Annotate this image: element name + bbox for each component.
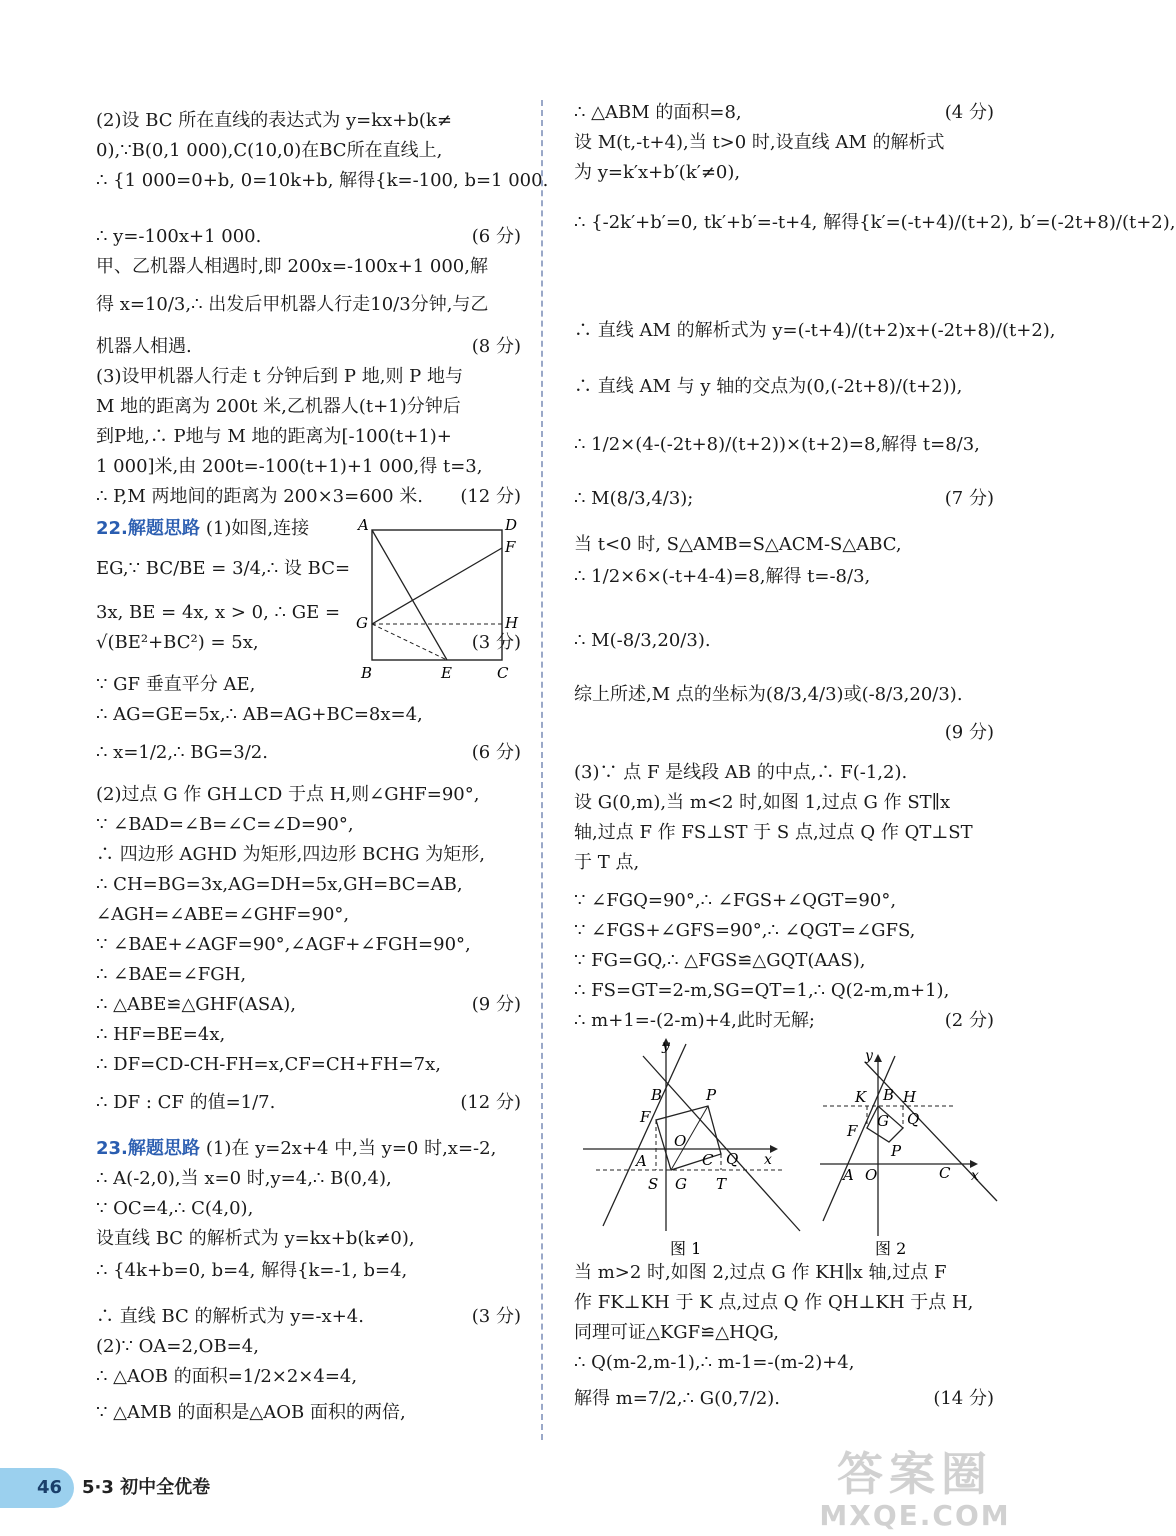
line-text: ∵ △AMB 的面积是△AOB 面积的两倍, xyxy=(96,1402,406,1423)
fig2-label-o: O xyxy=(865,1166,878,1184)
line-text: 当 m>2 时,如图 2,过点 G 作 KH∥x 轴,过点 F xyxy=(574,1262,947,1283)
line-text: EG,∵ BC/BE = 3/4,∴ 设 BC= xyxy=(96,558,351,579)
figure-22 xyxy=(355,516,525,684)
left-column-line xyxy=(96,630,259,656)
line-text: (3)设甲机器人行走 t 分钟后到 P 地,则 P 地与 xyxy=(96,366,464,387)
fig1-label-x: x xyxy=(764,1152,772,1168)
watermark-line-2: MXQE.COM xyxy=(819,1499,1011,1532)
line-text: 同理可证△KGF≌△HQG, xyxy=(574,1322,779,1343)
line-text: √(BE²+BC²) = 5x, xyxy=(96,632,259,653)
left-column-line xyxy=(96,1166,392,1192)
fig22-label-d: D xyxy=(505,516,518,534)
score-note: (9 分) xyxy=(471,994,521,1015)
left-column-line xyxy=(96,424,452,450)
right-column-line xyxy=(574,888,896,914)
left-column-line xyxy=(96,600,340,626)
fig2-label-f: F xyxy=(847,1122,858,1140)
watermark-line-1: 答案圈 xyxy=(837,1447,993,1501)
line-text: ∴ CH=BG=3x,AG=DH=5x,GH=BC=AB, xyxy=(96,874,463,895)
right-column-line xyxy=(574,948,865,974)
solution-tag: 解题思路 xyxy=(127,1138,200,1159)
line-text: 机器人相遇. xyxy=(96,336,192,357)
page-footer xyxy=(0,1468,420,1508)
left-column-line xyxy=(96,516,309,542)
line-text: ∵ ∠BAD=∠B=∠C=∠D=90°, xyxy=(96,814,354,835)
right-column-line xyxy=(574,564,870,590)
line-text: ∵ ∠FGQ=90°,∴ ∠FGS+∠QGT=90°, xyxy=(574,890,897,911)
left-column-line xyxy=(96,394,461,420)
right-column-line xyxy=(574,682,963,708)
left-column-line xyxy=(96,702,423,728)
right-column-line xyxy=(574,374,962,400)
line-text: (3)∵ 点 F 是线段 AB 的中点,∴ F(-1,2). xyxy=(574,762,908,783)
fig22-label-a: A xyxy=(358,516,369,534)
right-column-line xyxy=(574,1350,854,1376)
score-note: (4 分) xyxy=(944,102,994,123)
line-text: 作 FK⊥KH 于 K 点,过点 Q 作 QH⊥KH 于点 H, xyxy=(574,1292,974,1313)
left-column-line xyxy=(96,1334,259,1360)
left-column-line xyxy=(96,962,246,988)
line-text: 解得 m=7/2,∴ G(0,7/2). xyxy=(574,1388,781,1409)
right-column-line xyxy=(574,820,973,846)
right-column-line xyxy=(574,1008,815,1034)
line-text: ∴ 直线 AM 与 y 轴的交点为(0,(-2t+8)/(t+2)), xyxy=(574,376,963,397)
score-note: (9 分) xyxy=(944,722,994,743)
left-column-line xyxy=(96,1196,253,1222)
line-text: 综上所述,M 点的坐标为(8/3,4/3)或(-8/3,20/3). xyxy=(574,684,963,705)
fig22-label-b: B xyxy=(361,664,373,682)
fig1-label-y: y xyxy=(662,1038,670,1054)
line-text: 到P地,∴ P地与 M 地的距离为[-100(t+1)+ xyxy=(96,426,452,447)
left-column-line xyxy=(96,1226,415,1252)
square-abcd xyxy=(372,530,502,660)
left-column-line xyxy=(96,902,349,928)
problem-number: 22. xyxy=(96,518,128,539)
problem-number: 23. xyxy=(96,1138,128,1159)
line-text: 为 y=k′x+b′(k′≠0), xyxy=(574,162,741,183)
fig2-label-g: G xyxy=(877,1112,889,1130)
fig1-label-c: C xyxy=(702,1151,714,1169)
line-text: ∵ GF 垂直平分 AE, xyxy=(96,674,256,695)
line-text: ∵ OC=4,∴ C(4,0), xyxy=(96,1198,254,1219)
fig22-label-h: H xyxy=(505,614,519,632)
left-column-line xyxy=(96,812,354,838)
line-text: (2)过点 G 作 GH⊥CD 于点 H,则∠GHF=90°, xyxy=(96,784,480,805)
line-text: 0),∵B(0,1 000),C(10,0)在BC所在直线上, xyxy=(96,140,443,161)
right-column-line xyxy=(574,160,740,186)
line-text: 设 G(0,m),当 m<2 时,如图 1,过点 G 作 ST∥x xyxy=(574,792,951,813)
left-column-line xyxy=(96,454,482,480)
line-text: ∴ P,M 两地间的距离为 200×3=600 米. xyxy=(96,486,424,507)
line-text: ∴ AG=GE=5x,∴ AB=AG+BC=8x=4, xyxy=(96,704,423,725)
line-text: 甲、乙机器人相遇时,即 200x=-100x+1 000,解 xyxy=(96,256,488,277)
column-divider xyxy=(541,100,543,1440)
figure-1-diagram xyxy=(578,1036,793,1266)
left-column-line xyxy=(96,364,463,390)
line-text: 设 M(t,-t+4),当 t>0 时,设直线 AM 的解析式 xyxy=(574,132,945,153)
right-column-line xyxy=(574,978,949,1004)
line-text: ∴ 1/2×(4-(-2t+8)/(t+2))×(t+2)=8,解得 t=8/3, xyxy=(574,434,980,455)
line-text: ∴ M(-8/3,20/3). xyxy=(574,630,711,651)
line-text: ∴ △AOB 的面积=1/2×2×4=4, xyxy=(96,1366,358,1387)
right-column-line xyxy=(574,532,902,558)
fig2-label-x: x xyxy=(971,1168,979,1184)
line-text: ∴ {1 000=0+b, 0=10k+b, 解得{k=-100, b=1 000. xyxy=(96,170,549,191)
fig2-x-arrow xyxy=(970,1160,978,1168)
fig22-label-g: G xyxy=(356,614,368,632)
left-column-line xyxy=(96,1090,275,1116)
line-text: (1)在 y=2x+4 中,当 y=0 时,x=-2, xyxy=(205,1138,497,1159)
score-note: (8 分) xyxy=(471,336,521,357)
right-column-line xyxy=(574,432,980,458)
line-text: ∴ △ABM 的面积=8, xyxy=(574,102,742,123)
left-column-line xyxy=(96,842,485,868)
right-column-line xyxy=(574,1386,780,1412)
line-text: ∴ 直线 AM 的解析式为 y=(-t+4)/(t+2)x+(-2t+8)/(t+2), xyxy=(574,320,1056,341)
line-text: ∴ m+1=-(2-m)+4,此时无解; xyxy=(574,1010,815,1031)
left-column-line xyxy=(96,992,296,1018)
fig2-label-a: A xyxy=(843,1166,854,1184)
score-note: (14 分) xyxy=(933,1388,994,1409)
segment-gf xyxy=(372,548,502,624)
line-text: ∴ M(8/3,4/3); xyxy=(574,488,694,509)
fig22-label-c: C xyxy=(497,664,509,682)
left-column-line xyxy=(96,1022,225,1048)
line-text: 轴,过点 F 作 FS⊥ST 于 S 点,过点 Q 作 QT⊥ST xyxy=(574,822,973,843)
line-text: ∵ FG=GQ,∴ △FGS≌△GQT(AAS), xyxy=(574,950,866,971)
line-text: 3x, BE = 4x, x > 0, ∴ GE = xyxy=(96,602,341,623)
figure-2 xyxy=(815,1046,995,1266)
line-text: 于 T 点, xyxy=(574,852,640,873)
score-note: (3 分) xyxy=(471,632,521,653)
line-text: (1)如图,连接 xyxy=(205,518,310,539)
left-column-line xyxy=(96,556,350,582)
line-text: (2)∵ OA=2,OB=4, xyxy=(96,1336,259,1357)
right-column-line xyxy=(574,760,907,786)
right-column-line xyxy=(574,100,742,126)
left-column-line xyxy=(96,1304,364,1330)
book-title: 5·3 初中全优卷 xyxy=(82,1477,211,1498)
line-text: ∴ {4k+b=0, b=4, 解得{k=-1, b=4, xyxy=(96,1260,408,1281)
score-note: (7 分) xyxy=(944,488,994,509)
right-column-line xyxy=(574,918,915,944)
right-column-line xyxy=(574,318,1056,344)
line-text: ∴ HF=BE=4x, xyxy=(96,1024,226,1045)
solution-tag: 解题思路 xyxy=(127,518,200,539)
left-column-line xyxy=(96,1052,441,1078)
fig2-y-arrow xyxy=(874,1054,882,1062)
fig2-label-y: y xyxy=(865,1048,873,1064)
line-text: ∴ Q(m-2,m-1),∴ m-1=-(m-2)+4, xyxy=(574,1352,855,1373)
line-text: ∴ FS=GT=2-m,SG=QT=1,∴ Q(2-m,m+1), xyxy=(574,980,950,1001)
line-text: ∴ DF=CD-CH-FH=x,CF=CH+FH=7x, xyxy=(96,1054,441,1075)
line-text: ∴ x=1/2,∴ BG=3/2. xyxy=(96,742,268,763)
line-text: ∴ {-2k′+b′=0, tk′+b′=-t+4, 解得{k′=(-t+4)/(t+2), b′=(-2t+8)/(t+2), xyxy=(574,212,1176,233)
fig1-label-p: P xyxy=(706,1086,717,1104)
page-number: 46 xyxy=(0,1468,74,1508)
figure-1 xyxy=(578,1036,793,1266)
line-text: ∴ y=-100x+1 000. xyxy=(96,226,262,247)
line-text: ∴ A(-2,0),当 x=0 时,y=4,∴ B(0,4), xyxy=(96,1168,392,1189)
line-text: ∴ ∠BAE=∠FGH, xyxy=(96,964,247,985)
fig1-label-a: A xyxy=(636,1152,647,1170)
line-text: ∴ 四边形 AGHD 为矩形,四边形 BCHG 为矩形, xyxy=(96,844,485,865)
fig2-label-b: B xyxy=(883,1086,895,1104)
line-text: (2)设 BC 所在直线的表达式为 y=kx+b(k≠ xyxy=(96,110,452,131)
line-text: 设直线 BC 的解析式为 y=kx+b(k≠0), xyxy=(96,1228,415,1249)
fig1-label-b: B xyxy=(651,1086,663,1104)
line-text: M 地的距离为 200t 米,乙机器人(t+1)分钟后 xyxy=(96,396,461,417)
score-note: (2 分) xyxy=(944,1010,994,1031)
fig1-label-g: G xyxy=(675,1175,687,1193)
fig22-label-f: F xyxy=(505,538,516,556)
left-column-line xyxy=(96,872,463,898)
left-column-line xyxy=(96,932,471,958)
score-note: (12 分) xyxy=(460,486,521,507)
line-text: ∴ △ABE≌△GHF(ASA), xyxy=(96,994,296,1015)
right-column-line xyxy=(574,210,1176,236)
fig2-label-c: C xyxy=(939,1164,951,1182)
line-text: ∴ DF : CF 的值=1/7. xyxy=(96,1092,276,1113)
fig1-label-o: O xyxy=(674,1132,687,1150)
left-column-line xyxy=(96,1364,357,1390)
fig1-caption: 图 1 xyxy=(670,1239,702,1258)
fig2-label-h: H xyxy=(903,1088,917,1106)
right-column-line xyxy=(574,850,639,876)
right-column-line xyxy=(574,1290,973,1316)
left-column-line xyxy=(96,224,261,250)
right-column-line xyxy=(574,486,693,512)
score-note: (3 分) xyxy=(471,1306,521,1327)
fig2-caption: 图 2 xyxy=(875,1239,907,1258)
watermark-logo xyxy=(795,1448,1035,1536)
line-text: ∴ 1/2×6×(-t+4-4)=8,解得 t=-8/3, xyxy=(574,566,871,587)
left-column-line xyxy=(96,1258,407,1284)
fig1-label-s: S xyxy=(648,1175,659,1193)
fig1-label-f: F xyxy=(640,1108,651,1126)
left-column-line xyxy=(96,168,548,194)
left-column-line xyxy=(96,1136,496,1162)
segment-ae xyxy=(372,530,447,660)
left-column-line xyxy=(96,334,192,360)
fig22-label-e: E xyxy=(441,664,452,682)
right-column-line xyxy=(574,130,945,156)
line-text: 得 x=10/3,∴ 出发后甲机器人行走10/3分钟,与乙 xyxy=(96,294,489,315)
left-column-line xyxy=(96,782,479,808)
score-note: (12 分) xyxy=(460,1092,521,1113)
figure-2-diagram xyxy=(815,1046,995,1266)
fig1-label-q: Q xyxy=(726,1150,739,1168)
line-text: ∠AGH=∠ABE=∠GHF=90°, xyxy=(96,904,350,925)
right-column-line xyxy=(574,628,711,654)
score-note: (6 分) xyxy=(471,226,521,247)
left-column-line xyxy=(96,292,488,318)
line-text: ∴ 直线 BC 的解析式为 y=-x+4. xyxy=(96,1306,364,1327)
score-note: (6 分) xyxy=(471,742,521,763)
segment-ge xyxy=(372,624,447,660)
line-text: ∵ ∠FGS+∠GFS=90°,∴ ∠QGT=∠GFS, xyxy=(574,920,916,941)
left-column-line xyxy=(96,1400,406,1426)
line-text: 当 t<0 时, S△AMB=S△ACM-S△ABC, xyxy=(574,534,902,555)
fig2-label-q: Q xyxy=(907,1110,920,1128)
left-column-line xyxy=(96,484,423,510)
line-text: ∵ ∠BAE+∠AGF=90°,∠AGF+∠FGH=90°, xyxy=(96,934,471,955)
left-column-line xyxy=(96,108,452,134)
right-column-line xyxy=(574,1320,779,1346)
figure-22-diagram xyxy=(355,516,525,684)
left-column-line xyxy=(96,672,255,698)
left-column-line xyxy=(96,740,268,766)
fig2-label-k: K xyxy=(855,1088,867,1106)
fig2-label-p: P xyxy=(891,1142,902,1160)
left-column-line xyxy=(96,138,442,164)
fig1-label-t: T xyxy=(716,1175,727,1193)
left-column-line xyxy=(96,254,488,280)
right-column-line xyxy=(574,790,950,816)
line-text: 1 000]米,由 200t=-100(t+1)+1 000,得 t=3, xyxy=(96,456,483,477)
